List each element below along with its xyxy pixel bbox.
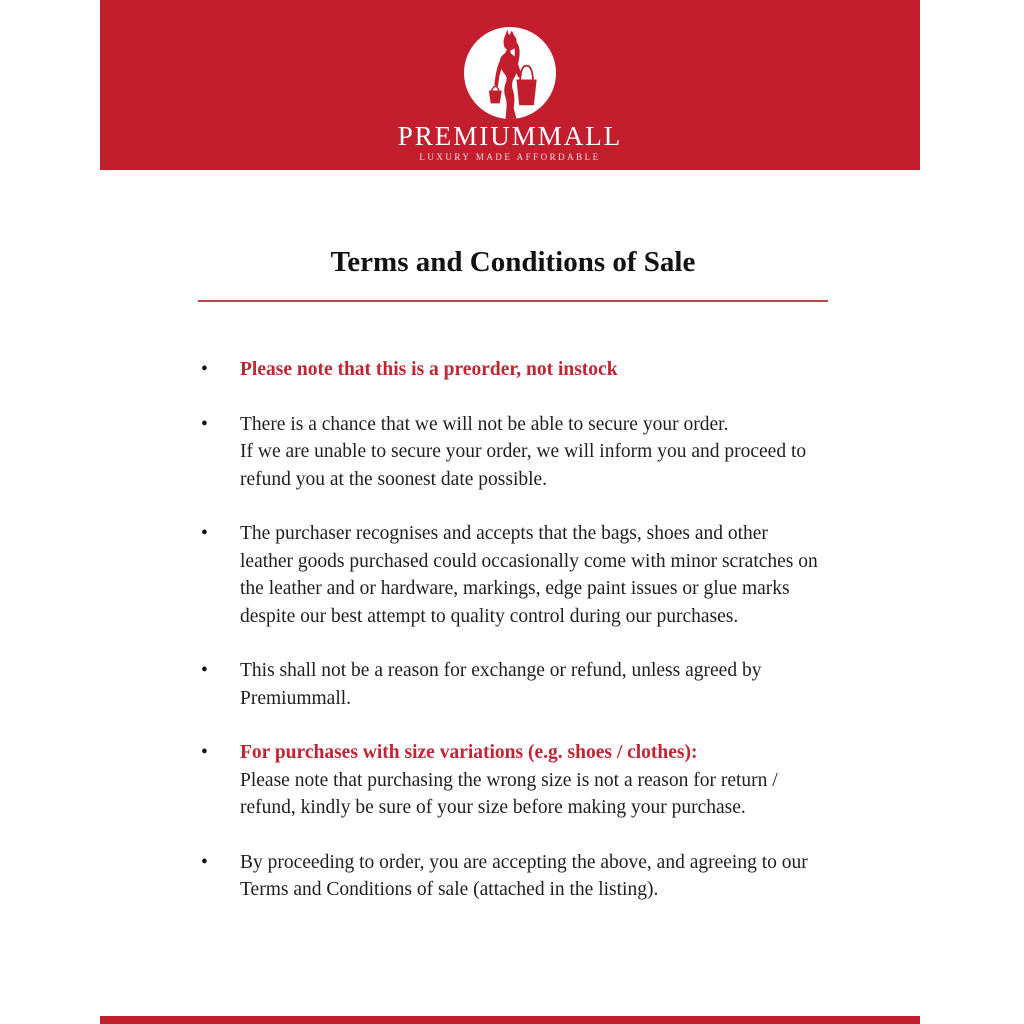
bullet-text-line: Please note that purchasing the wrong size is not a reason for return / <box>240 769 778 791</box>
bullet-text-line: Terms and Conditions of sale (attached in the listing). <box>240 879 659 900</box>
bullet-text-line: There is a chance that we will not be able to secure your order. <box>240 413 729 435</box>
bullet-text <box>240 520 828 630</box>
bullet-text-line: the leather and or hardware, markings, edge paint issues or glue marks <box>240 578 790 599</box>
list-item <box>198 739 828 822</box>
bullet-marker: • <box>201 523 208 544</box>
brand-name: PREMIUMMALL <box>397 121 623 151</box>
bullet-marker: • <box>201 660 208 681</box>
bullet-heading: For purchases with size variations (e.g. shoes / clothes): <box>240 742 698 763</box>
list-item <box>198 411 828 494</box>
bullet-text-line: This shall not be a reason for exchange or refund, unless agreed by <box>240 660 762 681</box>
bullet-text <box>240 411 828 494</box>
bullet-marker: • <box>201 413 208 435</box>
bullet-text <box>240 739 828 822</box>
terms-list <box>198 356 828 904</box>
bullet-text <box>240 849 828 904</box>
bullet-text-line: despite our best attempt to quality control during our purchases. <box>240 605 739 627</box>
bullet-marker: • <box>201 742 208 763</box>
title-divider <box>198 300 828 302</box>
brand-tagline: LUXURY MADE AFFORDABLE <box>419 152 601 163</box>
bullet-heading: Please note that this is a preorder, not instock <box>240 359 618 380</box>
list-item <box>198 356 828 384</box>
bullet-text-line: refund you at the soonest date possible. <box>240 468 548 490</box>
footer-accent-bar <box>100 1016 920 1024</box>
list-item <box>198 657 828 712</box>
bullet-text <box>240 356 828 384</box>
list-item <box>198 520 828 630</box>
terms-document <box>198 0 828 931</box>
bullet-text-line: leather goods purchased could occasionally come with minor scratches on <box>240 550 818 572</box>
page-title: Terms and Conditions of Sale <box>330 246 696 278</box>
bullet-text-line: The purchaser recognises and accepts that the bags, shoes and other <box>240 523 768 544</box>
list-item <box>198 849 828 904</box>
bullet-marker: • <box>201 359 208 380</box>
bullet-text-line: Premiummall. <box>240 687 352 709</box>
bullet-text-line: If we are unable to secure your order, we will inform you and proceed to <box>240 441 807 462</box>
bullet-marker: • <box>201 851 208 873</box>
bullet-text-line: By proceeding to order, you are accepting the above, and agreeing to our <box>240 851 808 873</box>
bullet-text-line: refund, kindly be sure of your size before making your purchase. <box>240 797 746 818</box>
bullet-text <box>240 657 828 712</box>
